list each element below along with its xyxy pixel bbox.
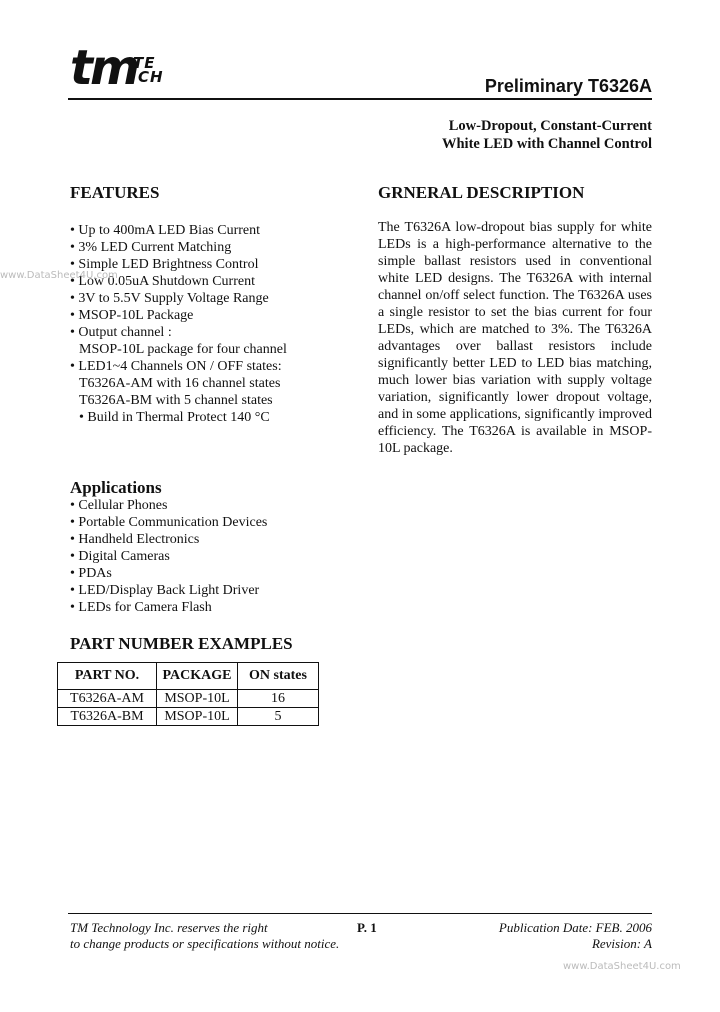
- document-title: Preliminary T6326A: [484, 76, 652, 96]
- application-item: • Portable Communication Devices: [70, 515, 268, 530]
- table-cell: MSOP-10L: [157, 690, 238, 708]
- application-item: • LED/Display Back Light Driver: [70, 583, 260, 598]
- column-header: ON states: [238, 663, 319, 690]
- feature-item: • MSOP-10L Package: [70, 308, 194, 323]
- page-number: P. 1: [357, 920, 377, 935]
- logo-superscript-ch: CH: [138, 68, 164, 86]
- application-item: • Handheld Electronics: [70, 532, 200, 547]
- table-header-row: [58, 663, 319, 690]
- subtitle-line-2: White LED with Channel Control: [441, 136, 652, 152]
- table-cell: T6326A-BM: [58, 708, 157, 726]
- watermark-bottom: www.DataSheet4U.com: [563, 961, 681, 972]
- feature-item: • 3V to 5.5V Supply Voltage Range: [70, 291, 269, 306]
- document-subtitle: [442, 117, 652, 153]
- feature-item: • Low 0.05uA Shutdown Current: [70, 274, 255, 289]
- table-row: [58, 690, 319, 708]
- description-heading: GRNERAL DESCRIPTION: [378, 183, 585, 202]
- applications-heading: Applications: [70, 478, 162, 497]
- feature-item-continued: T6326A-BM with 5 channel states: [79, 393, 273, 408]
- footer-publication: [499, 920, 652, 952]
- feature-item: • Output channel :: [70, 325, 172, 340]
- table-cell: 5: [238, 708, 319, 726]
- application-item: • LEDs for Camera Flash: [70, 600, 212, 615]
- features-list: [70, 222, 287, 426]
- table-row: [58, 708, 319, 726]
- logo-text: tm: [70, 40, 137, 96]
- feature-item: • Up to 400mA LED Bias Current: [70, 223, 260, 238]
- column-header: PART NO.: [58, 663, 157, 690]
- column-header: PACKAGE: [157, 663, 238, 690]
- header-divider: [68, 98, 652, 100]
- table-cell: T6326A-AM: [58, 690, 157, 708]
- logo-superscript-te: TE: [133, 54, 156, 72]
- subtitle-line-1: Low-Dropout, Constant-Current: [448, 118, 652, 134]
- feature-item: • LED1~4 Channels ON / OFF states:: [70, 359, 282, 374]
- feature-item: • 3% LED Current Matching: [70, 240, 232, 255]
- revision: Revision: A: [591, 936, 652, 951]
- applications-list: [70, 497, 267, 616]
- table-cell: 16: [238, 690, 319, 708]
- company-logo: [70, 40, 180, 96]
- footer-divider: [68, 913, 652, 914]
- footer-disclaimer-line-2: to change products or specifications without notice.: [70, 936, 340, 951]
- feature-item: • Simple LED Brightness Control: [70, 257, 259, 272]
- footer-disclaimer-line-1: TM Technology Inc. reserves the right: [70, 920, 268, 935]
- application-item: • Cellular Phones: [70, 498, 168, 513]
- feature-item-continued: T6326A-AM with 16 channel states: [79, 376, 281, 391]
- part-number-table: [57, 662, 319, 726]
- part-number-heading: PART NUMBER EXAMPLES: [70, 634, 293, 653]
- feature-item: • Build in Thermal Protect 140 °C: [79, 410, 270, 425]
- features-heading: FEATURES: [70, 183, 160, 202]
- watermark-left: www.DataSheet4U.com: [0, 270, 118, 281]
- application-item: • PDAs: [70, 566, 112, 581]
- table-cell: MSOP-10L: [157, 708, 238, 726]
- footer-disclaimer: [70, 920, 339, 952]
- application-item: • Digital Cameras: [70, 549, 170, 564]
- publication-date: Publication Date: FEB. 2006: [498, 920, 652, 935]
- description-text: The T6326A low-dropout bias supply for white LEDs is a high-performance alternative to the simple ballast resistors used in conventional white LED designs. The T6326A with internal channel on/off select function. The T6326A uses a single resistor to set the bias current for four LEDs, which are matched to 3%. The T6326A advantages over ballast resistors include significantly better LED to LED bias matching, much lower bias variation with supply voltage variation, significantly lower dropout voltage, and in some applications, significantly improved efficiency. The T6326A is available in MSOP-10L package.: [378, 220, 652, 456]
- part-number-table-wrap: [57, 662, 319, 726]
- feature-item-continued: MSOP-10L package for four channel: [79, 342, 287, 357]
